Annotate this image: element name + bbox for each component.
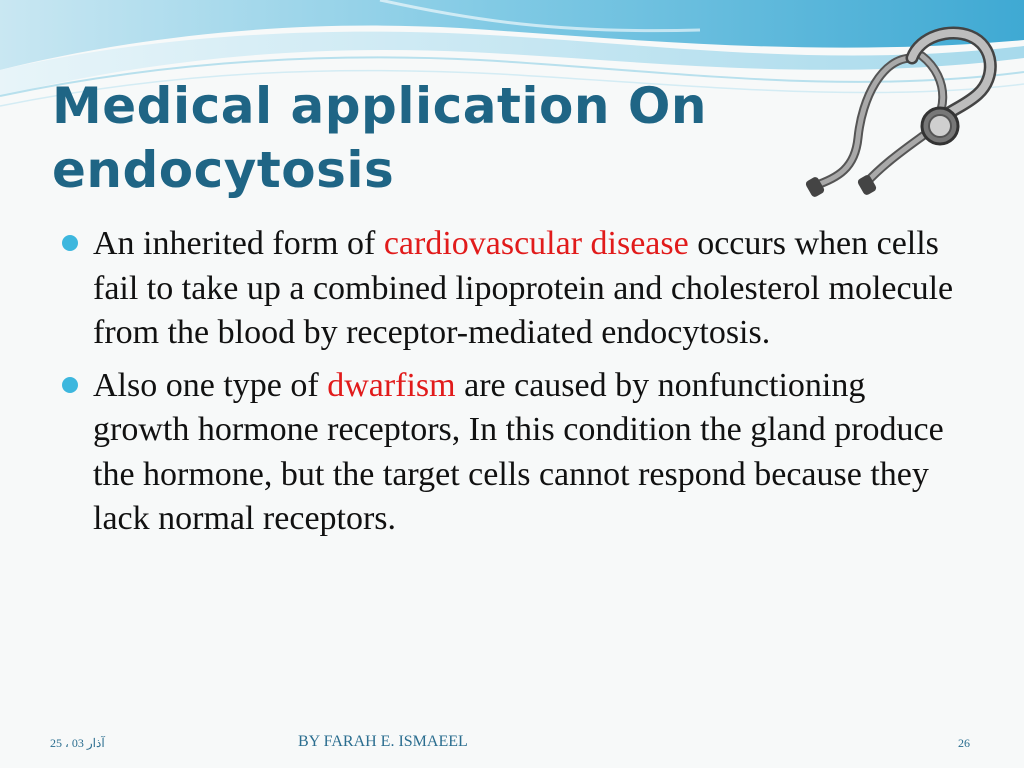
bullet-text-before: An inherited form of bbox=[93, 225, 384, 262]
highlight-dwarfism: dwarfism bbox=[327, 366, 456, 404]
bullet-dot-icon bbox=[62, 377, 78, 393]
slide-title bbox=[52, 74, 707, 202]
slide-title-line-1: Medical application On bbox=[52, 77, 707, 135]
bullet-item-dwarfism bbox=[60, 364, 960, 542]
slide-title-line-2: endocytosis bbox=[52, 141, 395, 199]
bullet-list bbox=[60, 222, 960, 550]
footer-page-number: 26 bbox=[958, 736, 970, 750]
bullet-text-after: are caused by nonfunctioning growth hormone receptors, In this condition the gland produce the hormone, but the target cells cannot respond because they lack normal receptors. bbox=[93, 366, 944, 537]
highlight-cardiovascular-disease: cardiovascular disease bbox=[383, 225, 689, 262]
bullet-dot-icon bbox=[62, 235, 78, 251]
bullet-text-after: occurs when cells fail to take up a combined lipoprotein and cholesterol molecule from the blood by receptor-mediated endocytosis. bbox=[93, 225, 954, 351]
bullet-text-before: Also one type of bbox=[93, 366, 328, 404]
stethoscope-icon bbox=[800, 18, 1010, 203]
footer-author: BY FARAH E. ISMAEEL bbox=[298, 733, 468, 750]
footer-date: 25 ، آذار 03 bbox=[50, 736, 105, 750]
bullet-item-cardiovascular bbox=[60, 222, 960, 356]
